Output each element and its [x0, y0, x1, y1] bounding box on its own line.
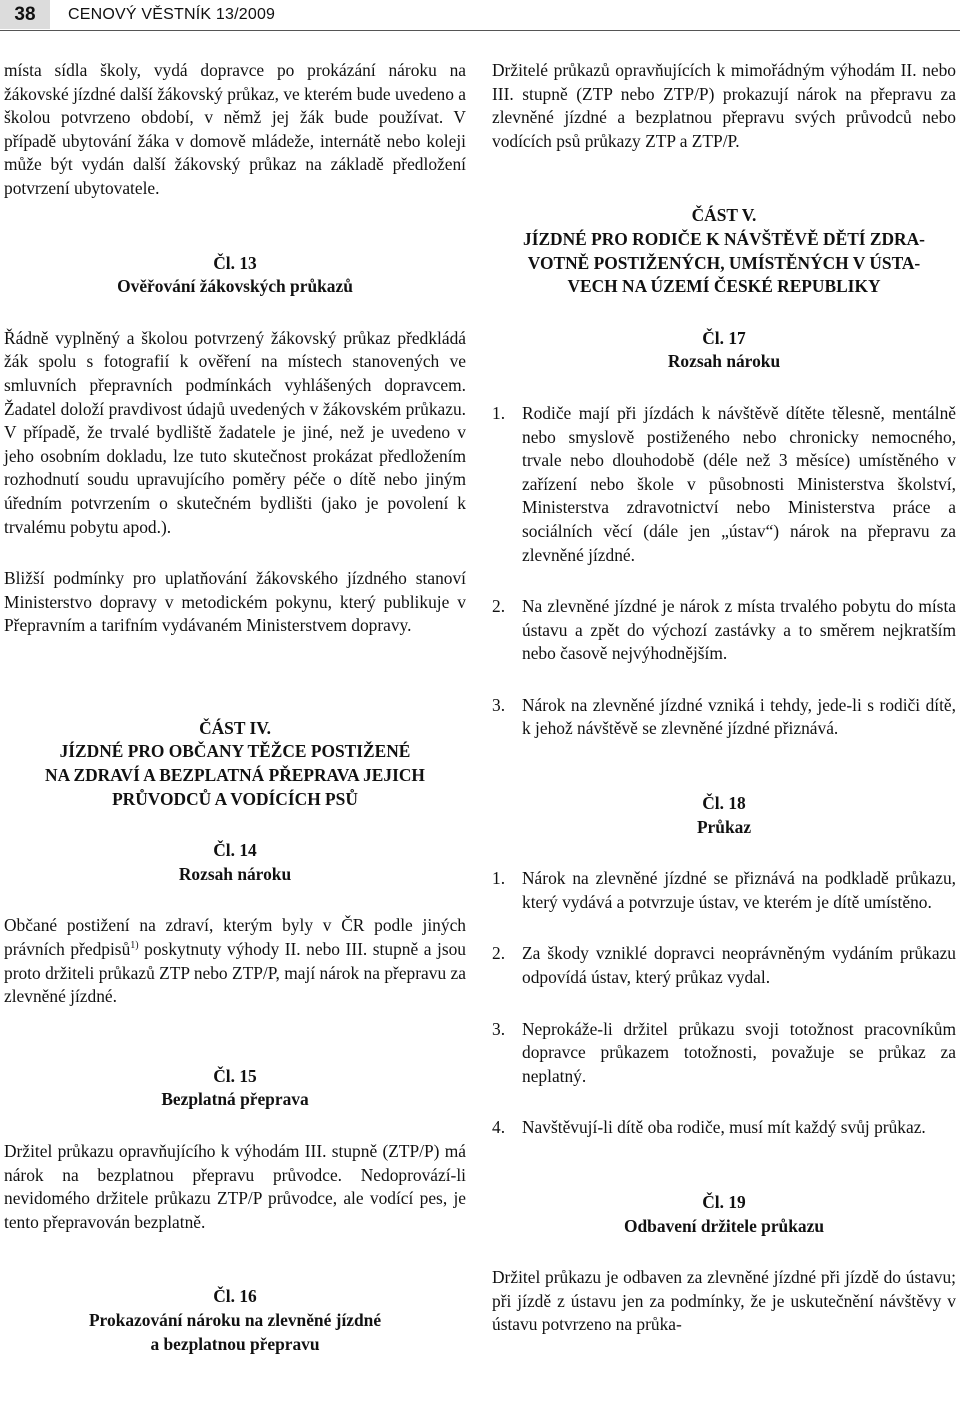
article-13-paragraph-1: Řádně vyplněný a školou potvrzený žákovský průkaz předkládá žák spolu s fotografií k ověření na místech stanovených ve smluvních přepravních podmínkách vyhlášených dopravcem. Žadatel doloží pravdivost údajů uvedených v žákovském průkazu. V případě, že trvalé bydliště žadatele je jiné, než je uvedeno v jeho osobním dokladu, lze tuto skutečnost prokázat předložením rozhodnutí soudu upravujícího poměry péče o dítě nebo jiným úředním potvrzením o skutečném bydlišti (jako je povolení k trvalému pobytu apod.).: [4, 327, 466, 537]
list-item: [492, 694, 956, 741]
list-item-number: 2.: [492, 943, 506, 964]
list-item: [492, 942, 956, 989]
part-4-title-line-1: JÍZDNÉ PRO OBČANY TĚŽCE POSTIŽENÉ: [59, 741, 411, 762]
article-14-title: Rozsah nároku: [178, 863, 292, 884]
article-17-number: Čl. 17: [702, 327, 746, 348]
article-19-number: Čl. 19: [702, 1192, 746, 1212]
article-18-title: Průkaz: [696, 816, 752, 837]
list-item-text: Za škody vzniklé dopravci neoprávněným vydáním průkazu odpovídá ústav, který průkaz vydal.: [522, 943, 956, 988]
part-5-label: ČÁST V.: [691, 205, 757, 226]
list-item-text: Neprokáže-li držitel průkazu svoji totožnost pracovníkům dopravce průkazem totožnosti, považuje se průkaz za neplatný.: [522, 1018, 956, 1086]
article-16-title-line-2: a bezplatnou přepravu: [150, 1333, 320, 1354]
article-13-number: Čl. 13: [213, 252, 257, 273]
list-item-text: Rodiče mají při jízdách k návštěvě dítěte tělesně, mentálně nebo smyslově postiženého nebo chronicky nemocného, trvale nebo dlouhodobě (déle než 3 měsíce) umístěného v zařízení nebo škole v působnosti Ministerstva školství, Ministerstva zdravotnictví nebo Ministerstva práce a sociálních věcí (dále jen „ústav“) nárok na přepravu za zlevněné jízdné.: [522, 402, 956, 565]
list-item-number: 1.: [492, 402, 506, 423]
list-item-number: 2.: [492, 596, 506, 617]
article-15-paragraph: Držitel průkazu opravňujícího k výhodám III. stupně (ZTP/P) má nárok na bezplatnou přepravu průvodce. Nedoprovází-li nevidomého držitele průkazu ZTP/P průvodce, ale vodící pes, je tento přepravován bezplatně.: [4, 1141, 466, 1232]
list-item-text: Nárok na zlevněné jízdné vzniká i tehdy, jede-li s rodiči dítě, k jehož návštěvě se zlevněné jízdné přiznává.: [522, 694, 956, 739]
right-intro-paragraph: Držitelé průkazů opravňujících k mimořádným výhodám II. nebo III. stupně (ZTP nebo ZTP/P) prokazují nárok na přepravu za zlevněné jízdné a bezplatnou přepravu svých průvodců nebo vodících psů průkazy ZTP a ZTP/P.: [492, 60, 956, 151]
list-item: [492, 1018, 956, 1089]
page-number: 38: [0, 0, 50, 29]
list-item-text: Nárok na zlevněné jízdné se přiznává na podkladě průkazu, který vydává a potvrzuje ústav, ve kterém je dítě umístěno.: [522, 868, 956, 912]
list-item-number: 4.: [492, 1117, 506, 1138]
intro-paragraph: místa sídla školy, vydá dopravce po prokázání nároku na žákovské jízdné další žákovský průkaz, ve kterém bude uvedeno a školou potvrzeno období, v němž jej žák bude používat. V případě ubytování žáka v domově mládeže, internátě nebo koleji může být vydán další žákovský průkaz na základě předložení potvrzení ubytovatele.: [4, 60, 466, 198]
part-4-label: ČÁST IV.: [199, 717, 271, 738]
list-item-number: 3.: [492, 694, 506, 715]
right-column: [492, 59, 956, 1337]
header-rule: [0, 30, 960, 31]
article-14-text-b: poskytnuty výhody II. nebo III. stupně a jsou proto držiteli průkazů ZTP nebo ZTP/P, mají nárok na přepravu za zlevněné jízdné.: [4, 939, 466, 1007]
list-item-text: Navštěvují-li dítě oba rodiče, musí mít každý svůj průkaz.: [522, 1117, 926, 1138]
article-14-number: Čl. 14: [213, 840, 257, 861]
article-14-text-a: Občané postižení na zdraví, kterým byly v ČR podle jiných právních předpisů: [4, 915, 466, 960]
footnote-ref: 1): [130, 940, 139, 952]
list-item-number: 3.: [492, 1018, 506, 1039]
article-16-title-line-1: Prokazování nároku na zlevněné jízdné: [88, 1309, 382, 1330]
article-19-title: Odbavení držitele průkazu: [623, 1215, 824, 1236]
article-14-paragraph: [4, 914, 466, 1008]
article-18-number: Čl. 18: [702, 793, 746, 814]
list-item: [492, 867, 956, 914]
article-13-title: Ověřování žákovských průkazů: [117, 276, 353, 297]
part-5-title-line-2: VOTNĚ POSTIŽENÝCH, UMÍSTĚNÝCH V ÚSTA-: [527, 252, 921, 273]
list-item: [492, 595, 956, 666]
left-column: [4, 59, 466, 1356]
part-5-title-line-3: VECH NA ÚZEMÍ ČESKÉ REPUBLIKY: [567, 276, 881, 297]
list-item: [492, 402, 956, 567]
article-19-paragraph: Držitel průkazu je odbaven za zlevněné jízdné při jízdě do ústavu; při jízdě z ústavu jen za podmínky, že je uskutečnění návštěvy v ústavu potvrzeno na průka-: [492, 1267, 956, 1335]
part-4-title-line-2: NA ZDRAVÍ A BEZPLATNÁ PŘEPRAVA JEJICH: [45, 765, 425, 786]
list-item-number: 1.: [492, 868, 506, 889]
page-header: [0, 0, 960, 30]
article-15-title: Bezplatná přeprava: [161, 1089, 309, 1110]
article-16-number: Čl. 16: [213, 1286, 257, 1307]
article-13-paragraph-2: Bližší podmínky pro uplatňování žákovského jízdného stanoví Ministerstvo dopravy v metodickém pokynu, který publikuje v Přepravním a tarifním vydávaném Ministerstvem dopravy.: [4, 568, 466, 636]
article-17-title: Rozsah nároku: [667, 351, 781, 372]
part-5-title-line-1: JÍZDNÉ PRO RODIČE K NÁVŠTĚVĚ DĚTÍ ZDRA-: [523, 228, 925, 249]
running-title: CENOVÝ VĚSTNÍK 13/2009: [68, 6, 276, 23]
article-15-number: Čl. 15: [213, 1065, 257, 1086]
list-item-text: Na zlevněné jízdné je nárok z místa trvalého pobytu do místa ústavu a zpět do výchozí zastávky a to směrem nejkratším nebo časově nejvýhodnějším.: [522, 596, 956, 664]
list-item: [492, 1116, 956, 1140]
part-4-title-line-3: PRŮVODCŮ A VODÍCÍCH PSŮ: [112, 788, 358, 809]
